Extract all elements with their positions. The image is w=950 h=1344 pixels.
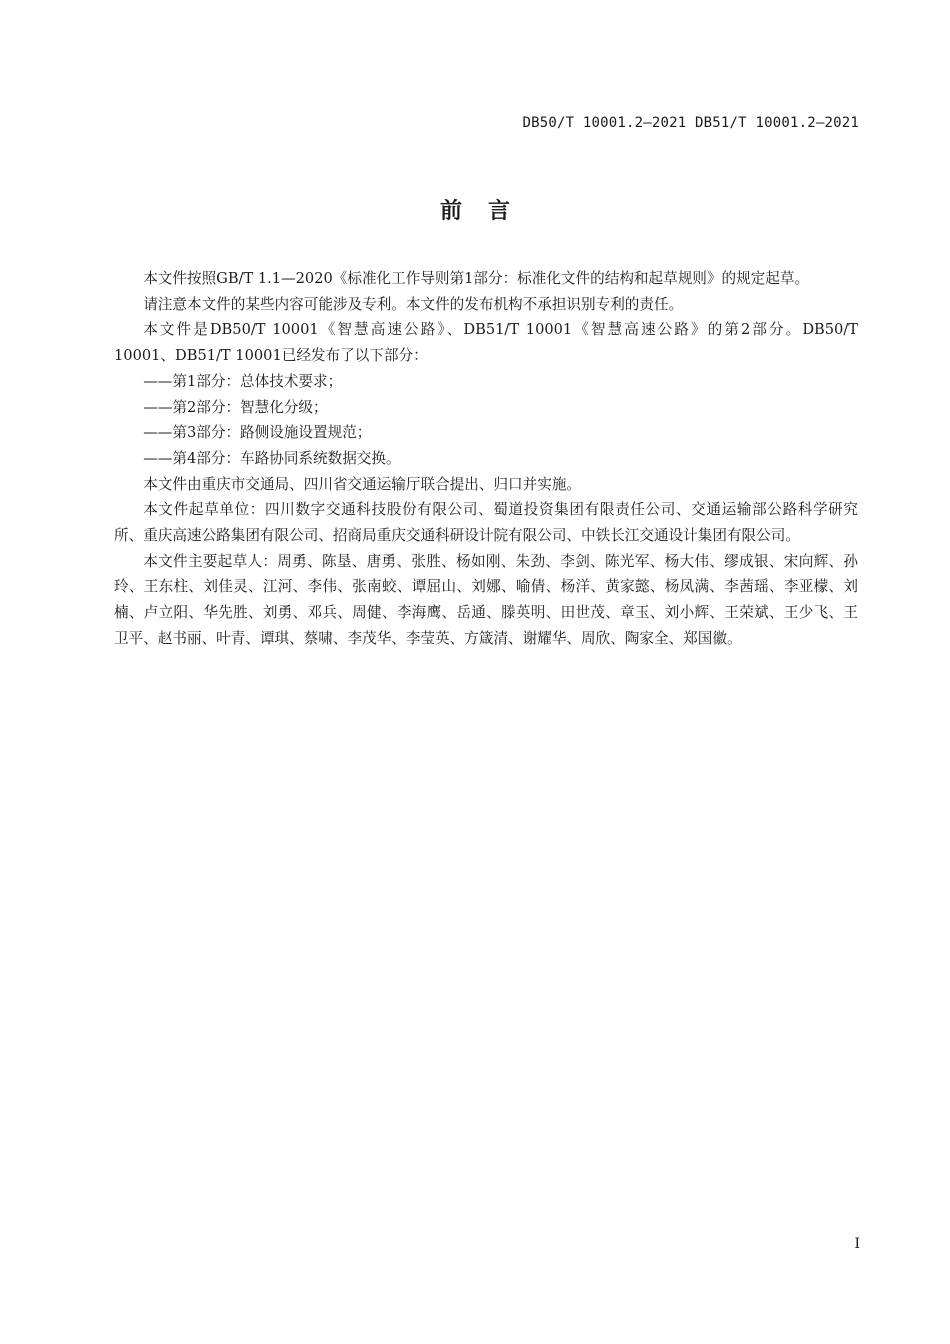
- list-item: ——第4部分：车路协同系统数据交换。: [143, 449, 401, 467]
- paragraph: 本文件按照GB/T 1.1—2020《标准化工作导则第1部分：标准化文件的结构和起草规则》的规定起草。: [143, 270, 810, 287]
- page-number: I: [854, 1236, 860, 1252]
- paragraph: 本文件是DB50/T 10001《智慧高速公路》、DB51/T 10001《智慧高速公路》的第2部分。DB50/T 10001、DB51/T 10001已经发布了以下部分：: [114, 321, 858, 365]
- list-item: ——第3部分：路侧设施设置规范；: [143, 424, 372, 442]
- paragraph: 请注意本文件的某些内容可能涉及专利。本文件的发布机构不承担识别专利的责任。: [143, 295, 684, 313]
- page-title: 前言: [439, 199, 536, 224]
- list-item: ——第2部分：智慧化分级；: [143, 398, 328, 416]
- list-item: ——第1部分：总体技术要求；: [143, 372, 343, 390]
- document-code: DB50/T 10001.2—2021 DB51/T 10001.2—2021: [522, 115, 859, 131]
- document-body: [114, 266, 858, 652]
- paragraph: 本文件起草单位：四川数字交通科技股份有限公司、蜀道投资集团有限责任公司、交通运输部公路科学研究所、重庆高速公路集团有限公司、招商局重庆交通科研设计院有限公司、中铁长江交通设计集团有限公司。: [114, 501, 858, 545]
- paragraph: 本文件主要起草人：周勇、陈垦、唐勇、张胜、杨如刚、朱劲、李剑、陈光军、杨大伟、缪成银、宋向辉、孙玲、王东柱、刘佳灵、江河、李伟、张南蛟、谭屈山、刘娜、喻倩、杨洋、黄家懿、杨凤满、李茜瑶、李亚檬、刘楠、卢立阳、华先胜、刘勇、邓兵、周健、李海鹰、岳通、滕英明、田世茂、章玉、刘小辉、王荣斌、王少飞、王卫平、赵书丽、叶青、谭琪、蔡啸、李茂华、李莹英、方箴清、谢耀华、周欣、陶家全、郑国徽。: [114, 552, 858, 647]
- paragraph: 本文件由重庆市交通局、四川省交通运输厅联合提出、归口并实施。: [143, 475, 582, 493]
